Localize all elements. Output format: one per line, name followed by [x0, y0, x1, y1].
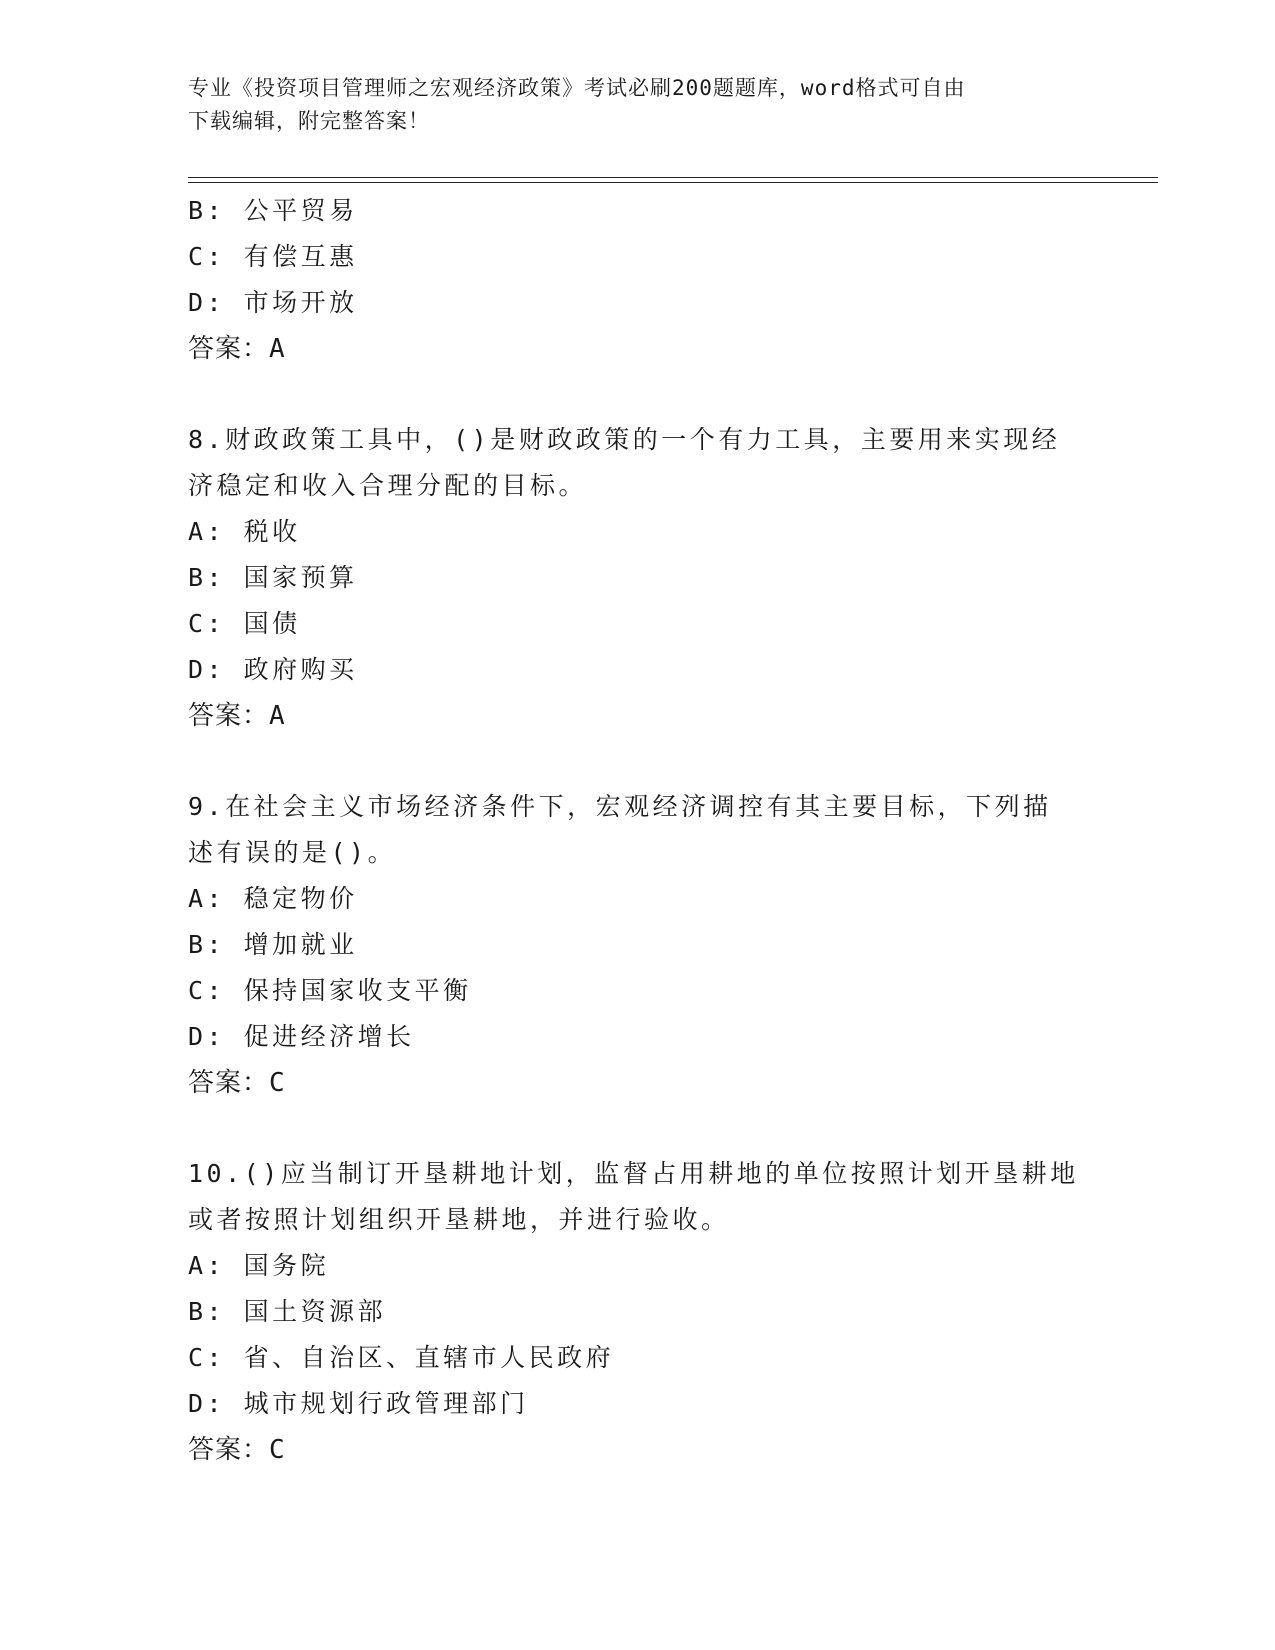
- option-d: D: 市场开放: [188, 288, 358, 317]
- question-9: [188, 784, 1088, 1106]
- header-line-1: 专业《投资项目管理师之宏观经济政策》考试必刷200题题库，word格式可自由: [188, 76, 966, 100]
- header-divider-top: [188, 177, 1158, 178]
- option-a: A: 稳定物价: [188, 884, 358, 913]
- question-10: [188, 1151, 1088, 1473]
- question-text: 9.在社会主义市场经济条件下，宏观经济调控有其主要目标，下列描 述有误的是()。: [188, 792, 1052, 867]
- question-text: 10.()应当制订开垦耕地计划，监督占用耕地的单位按照计划开垦耕地 或者按照计划组织开垦耕地，并进行验收。: [188, 1159, 1079, 1234]
- question-text: 8.财政政策工具中，()是财政政策的一个有力工具，主要用来实现经 济稳定和收入合理分配的目标。: [188, 425, 1061, 500]
- option-a: A: 税收: [188, 517, 301, 546]
- header-line-2: 下载编辑，附完整答案！: [188, 109, 430, 133]
- option-d: D: 城市规划行政管理部门: [188, 1389, 529, 1418]
- answer: 答案：A: [188, 701, 286, 731]
- prev-question-block: [188, 188, 1088, 372]
- document-header: [188, 72, 1068, 138]
- option-c: C: 省、自治区、直辖市人民政府: [188, 1343, 615, 1372]
- option-a: A: 国务院: [188, 1251, 330, 1280]
- option-d: D: 促进经济增长: [188, 1022, 415, 1051]
- answer: 答案：C: [188, 1435, 286, 1465]
- answer: 答案：C: [188, 1068, 286, 1098]
- option-b: B: 增加就业: [188, 930, 358, 959]
- option-c: C: 保持国家收支平衡: [188, 976, 472, 1005]
- option-d: D: 政府购买: [188, 655, 358, 684]
- header-divider-bottom: [188, 182, 1158, 183]
- answer: 答案：A: [188, 334, 286, 364]
- option-b: B: 国家预算: [188, 563, 358, 592]
- option-c: C: 有偿互惠: [188, 242, 358, 271]
- option-b: B: 国土资源部: [188, 1297, 387, 1326]
- option-b: B: 公平贸易: [188, 196, 358, 225]
- question-8: [188, 417, 1088, 739]
- option-c: C: 国债: [188, 609, 301, 638]
- document-body: [188, 188, 1088, 1473]
